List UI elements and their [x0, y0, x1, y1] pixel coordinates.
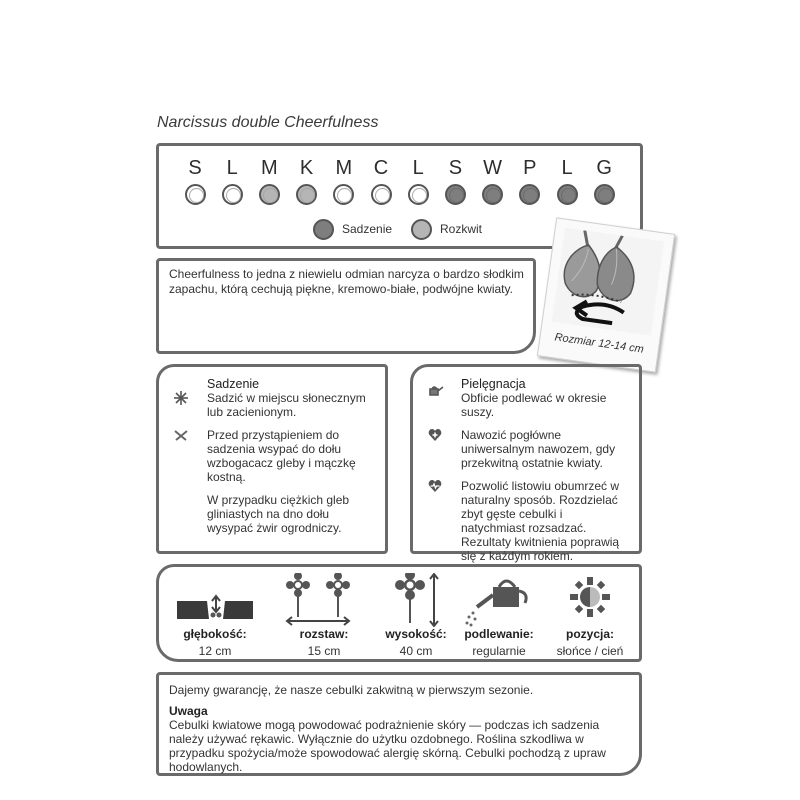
care-title: Pielęgnacja	[461, 377, 526, 391]
spec-watering	[451, 567, 547, 658]
planting-title-row	[207, 377, 373, 419]
warranty-box	[156, 672, 642, 776]
calendar-month-dot	[519, 184, 540, 205]
heart-pulse-icon	[428, 479, 442, 493]
calendar-month-label: G	[596, 157, 612, 179]
calendar-month-dot	[371, 184, 392, 205]
calendar-month-label: S	[188, 157, 202, 179]
specs-strip	[156, 564, 642, 662]
spec-position-label: pozycja:	[565, 627, 614, 641]
bulb-image	[552, 228, 664, 336]
calendar-month-dot	[445, 184, 466, 205]
watering-can-icon	[459, 573, 539, 627]
legend-bloom-label: Rozkwit	[440, 222, 483, 236]
calendar-month-label: M	[335, 157, 353, 179]
legend-planting-label: Sadzenie	[342, 222, 393, 236]
spacing-icon	[284, 573, 364, 627]
calendar-month-label: L	[561, 157, 573, 179]
planting-title: Sadzenie	[207, 377, 260, 391]
bulb-size-caption: Rozmiar 12-14 cm	[553, 331, 645, 356]
spec-height-value: 40 cm	[399, 644, 433, 658]
care-section	[410, 364, 642, 563]
spec-position	[542, 567, 638, 658]
watering-icon	[428, 384, 442, 398]
soil-icon	[174, 428, 188, 442]
calendar-month-dot	[482, 184, 503, 205]
sun-icon	[174, 391, 188, 405]
description-text: Cheerfulness to jedna z niewielu odmian narcyza o bardzo słodkim zapachu, którą cechują piękne, kremowo-białe, podwójne kwiaty.	[169, 267, 524, 296]
care-item-1: Obficie podlewać w okresie suszy.	[461, 391, 607, 419]
spec-watering-label: podlewanie:	[464, 627, 534, 641]
legend-planting-dot	[313, 219, 334, 240]
description-box	[156, 258, 536, 354]
care-item-3: Pozwolić listowiu obumrzeć w naturalny sposób. Rozdzielać zbyt gęste cebulki i natychmiast rozsadzać. Rezultaty kwitnienia poprawią się z każdym rokiem.	[461, 479, 620, 563]
spec-watering-value: regularnie	[472, 644, 526, 658]
care-item-row-2	[461, 428, 627, 470]
calendar-month-dot	[333, 184, 354, 205]
height-icon	[376, 573, 456, 627]
calendar-month-label: L	[226, 157, 238, 179]
calendar-month-label: K	[299, 157, 314, 179]
legend-bloom-dot	[411, 219, 432, 240]
spec-height	[368, 567, 464, 658]
planting-item-2: Przed przystąpieniem do sadzenia wsypać do dołu wzbogacacz gleby i mączkę kostną.	[207, 428, 356, 484]
spec-position-value: słońce / cień	[556, 644, 624, 658]
planting-section	[156, 364, 388, 554]
calendar-month-dot	[594, 184, 615, 205]
care-title-row	[461, 377, 627, 419]
warning-text: Cebulki kwiatowe mogą powodować podrażnienie skóry — podczas ich sadzenia należy używać rękawic. Wyłącznie do użytku ozdobnego. Roślina szkodliwa w przypadku spożycia/może spowodować alergię skórną. Cebulki pochodzą z upraw hodowlanych.	[169, 718, 606, 774]
calendar-month-label: C	[373, 157, 389, 179]
bulb-photo	[537, 217, 675, 372]
planting-item-row-2	[207, 428, 373, 484]
spec-depth-label: głębokość:	[183, 627, 247, 641]
calendar-month-dot	[408, 184, 429, 205]
sun-shade-icon	[550, 573, 630, 627]
spec-height-label: wysokość:	[385, 627, 447, 641]
care-item-2: Nawozić pogłówne uniwersalnym nawozem, gdy przekwitną ostatnie kwiaty.	[461, 428, 616, 470]
planting-item-row-3	[207, 493, 373, 535]
spec-spacing	[276, 567, 372, 658]
calendar-month-label: W	[483, 157, 503, 179]
warning-title: Uwaga	[169, 704, 208, 718]
calendar-month-label: M	[261, 157, 278, 179]
heart-plus-icon	[428, 428, 442, 442]
calendar-month-dot	[222, 184, 243, 205]
calendar-month-label: S	[448, 157, 463, 179]
calendar-month-label: P	[523, 157, 537, 179]
calendar-month-dot	[296, 184, 317, 205]
planting-item-3: W przypadku ciężkich gleb gliniastych na dno dołu wysypać żwir ogrodniczy.	[207, 493, 350, 535]
spec-spacing-label: rozstaw:	[299, 627, 349, 641]
depth-icon	[175, 573, 255, 623]
care-item-row-3	[461, 479, 627, 563]
spec-spacing-value: 15 cm	[307, 644, 341, 658]
product-title: Narcissus double Cheerfulness	[157, 114, 379, 131]
calendar-month-dot	[259, 184, 280, 205]
guarantee-text: Dajemy gwarancję, że nasze cebulki zakwitną w pierwszym sezonie.	[169, 683, 534, 697]
calendar-month-dot	[185, 184, 206, 205]
spec-depth-value: 12 cm	[198, 644, 232, 658]
spec-depth	[167, 567, 263, 658]
planting-item-1: Sadzić w miejscu słonecznym lub zacienionym.	[207, 391, 366, 419]
calendar-month-dot	[557, 184, 578, 205]
calendar-month-label: L	[412, 157, 424, 179]
